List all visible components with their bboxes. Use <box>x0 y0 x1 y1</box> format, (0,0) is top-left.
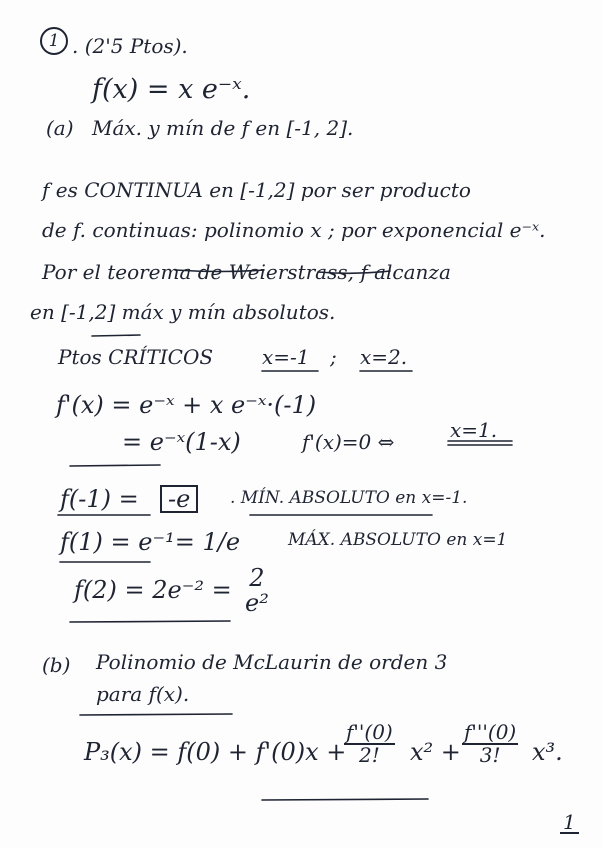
f2-fraction-den: e² <box>245 589 269 618</box>
rule-under-derivative <box>70 465 160 466</box>
taylor-frac-1-num: f''(0) <box>346 720 393 744</box>
page-number: 1 <box>560 812 579 834</box>
part-a-statement: Máx. y mín de f en [-1, 2]. <box>92 116 354 140</box>
part-b-line-1: Polinomio de McLaurin de orden 3 <box>96 650 448 674</box>
continuity-line-4: en [-1,2] máx y mín absolutos. <box>30 300 336 324</box>
derivative-condition: f'(x)=0 ⇔ <box>302 430 395 454</box>
part-a-label: (a) <box>46 116 74 140</box>
critical-point-1: x=-1 <box>262 345 310 369</box>
taylor-frac-2 <box>462 722 518 766</box>
part-b-line-2: para f(x). <box>96 682 190 706</box>
part-b-label: (b) <box>42 653 71 677</box>
eval-f-2: f(2) = 2e⁻² = <box>74 576 232 604</box>
taylor-lhs: P₃(x) = f(0) + f'(0)x + <box>84 738 347 766</box>
derivative-line-1: f'(x) = e⁻ˣ + x e⁻ˣ·(-1) <box>56 391 317 419</box>
boxed-minimum-value: -e <box>160 485 198 513</box>
eval-f-minus-1: f(-1) = <box>60 485 139 513</box>
f2-fraction <box>245 566 269 616</box>
continuity-line-2: de f. continuas: polinomio x ; por exponencial e⁻ˣ. <box>42 218 546 242</box>
taylor-frac-1 <box>344 722 395 766</box>
max-absoluto-note: MÁX. ABSOLUTO en x=1 <box>288 530 508 550</box>
critical-points-label: Ptos CRÍTICOS <box>58 345 214 369</box>
rule-under-continuity <box>92 335 140 336</box>
critical-point-2: x=2. <box>360 345 408 369</box>
taylor-frac-1-den: 2! <box>358 743 380 767</box>
f2-fraction-num: 2 <box>249 564 265 592</box>
min-absoluto-note: . MÍN. ABSOLUTO en x=-1. <box>230 488 468 508</box>
critical-points-separator: ; <box>330 345 337 369</box>
rule-under-evaluations <box>70 621 230 622</box>
taylor-mid: x² + <box>410 738 461 766</box>
function-definition: f(x) = x e⁻ˣ. <box>92 74 251 105</box>
continuity-line-1: f es CONTINUA en [-1,2] por ser producto <box>42 178 471 202</box>
points-label: . (2'5 Ptos). <box>72 34 188 58</box>
taylor-frac-2-num: f'''(0) <box>464 720 517 744</box>
taylor-end: x³. <box>532 738 563 766</box>
final-rule <box>262 799 428 800</box>
rule-under-part-b <box>80 714 232 715</box>
derivative-solution: x=1. <box>450 418 498 442</box>
taylor-frac-2-den: 3! <box>479 743 501 767</box>
problem-number: 1 <box>40 27 68 55</box>
continuity-line-3: Por el teorema de Weierstrass, f alcanza <box>42 260 451 284</box>
eval-f-1: f(1) = e⁻¹= 1/e <box>60 528 241 556</box>
derivative-line-2: = e⁻ˣ(1-x) <box>122 428 241 456</box>
